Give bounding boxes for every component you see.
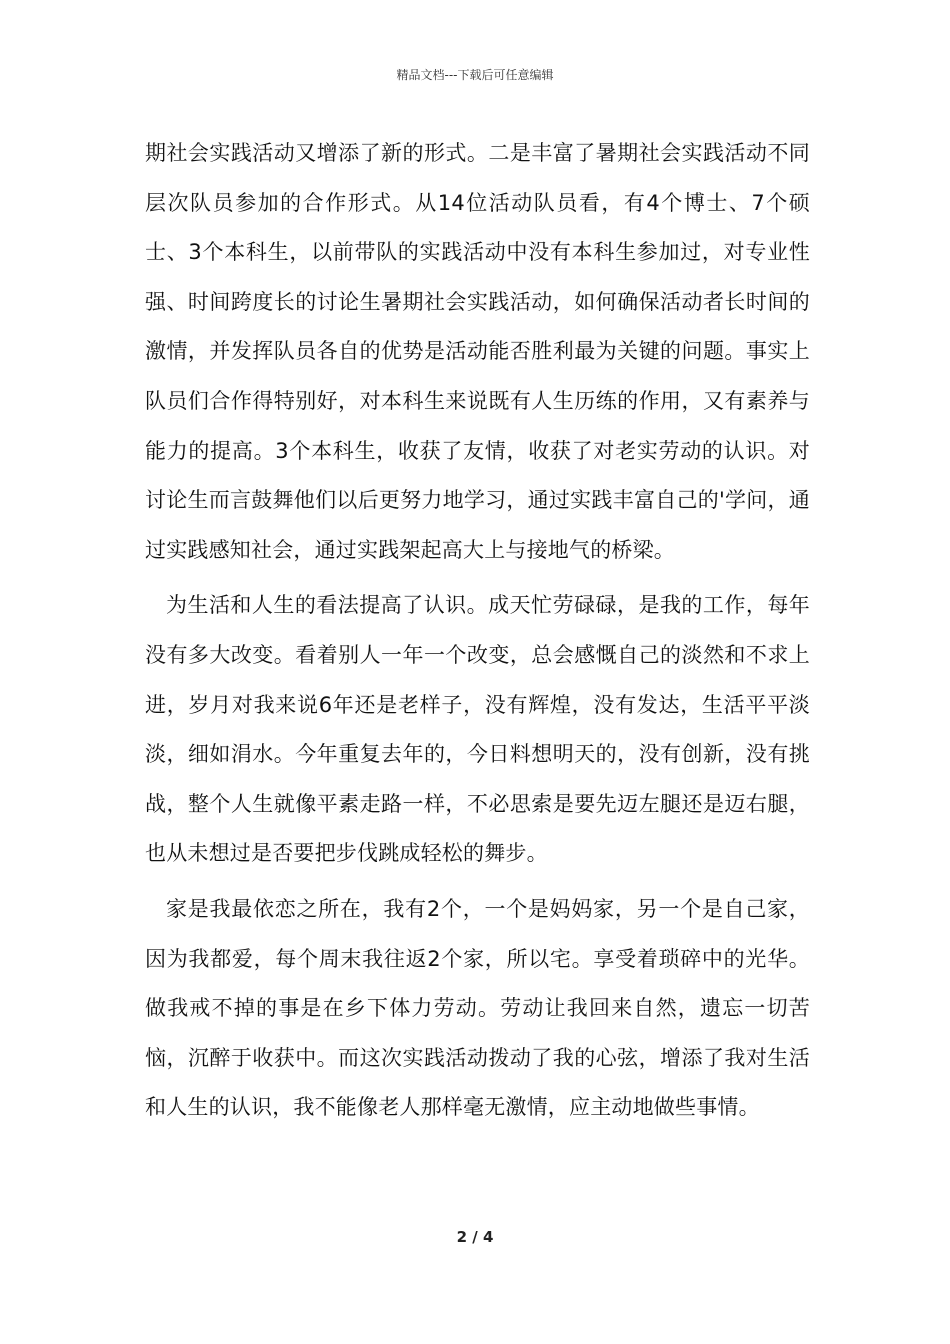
paragraph-2: 为生活和人生的看法提高了认识。成天忙劳碌碌，是我的工作，每年没有多大改变。看着别人一年一个改变，总会感慨自己的淡然和不求上进，岁月对我来说6年还是老样子，没有辉煌，没有发达，生活平平淡淡，细如涓水。今年重复去年的，今日料想明天的，没有创新，没有挑战，整个人生就像平素走路一样，不必思索是要先迈左腿还是迈右腿，也从未想过是否要把步伐跳成轻松的舞步。 bbox=[145, 593, 810, 866]
page-number: 2 / 4 bbox=[456, 1228, 494, 1246]
page-header: 精品文档---下载后可任意编辑 bbox=[396, 68, 554, 82]
paragraph-1: 期社会实践活动又增添了新的形式。二是丰富了暑期社会实践活动不同层次队员参加的合作形式。从14位活动队员看，有4个博士、7个硕士、3个本科生，以前带队的实践活动中没有本科生参加过，对专业性强、时间跨度长的讨论生暑期社会实践活动，如何确保活动者长时间的激情，并发挥队员各自的优势是活动能否胜利最为关键的问题。事实上队员们合作得特别好，对本科生来说既有人生历练的作用，又有素养与能力的提高。3个本科生，收获了友情，收获了对老实劳动的认识。对讨论生而言鼓舞他们以后更努力地学习，通过实践丰富自己的'学问，通过实践感知社会，通过实践架起高大上与接地气的桥梁。 bbox=[145, 141, 810, 562]
paragraph-3: 家是我最依恋之所在，我有2个，一个是妈妈家，另一个是自己家，因为我都爱，每个周末我往返2个家，所以宅。享受着琐碎中的光华。做我戒不掉的事是在乡下体力劳动。劳动让我回来自然，遗忘一切苦恼，沉醉于收获中。而这次实践活动拨动了我的心弦，增添了我对生活和人生的认识，我不能像老人那样毫无激情，应主动地做些事情。 bbox=[145, 896, 810, 1120]
document-body bbox=[145, 129, 810, 1139]
